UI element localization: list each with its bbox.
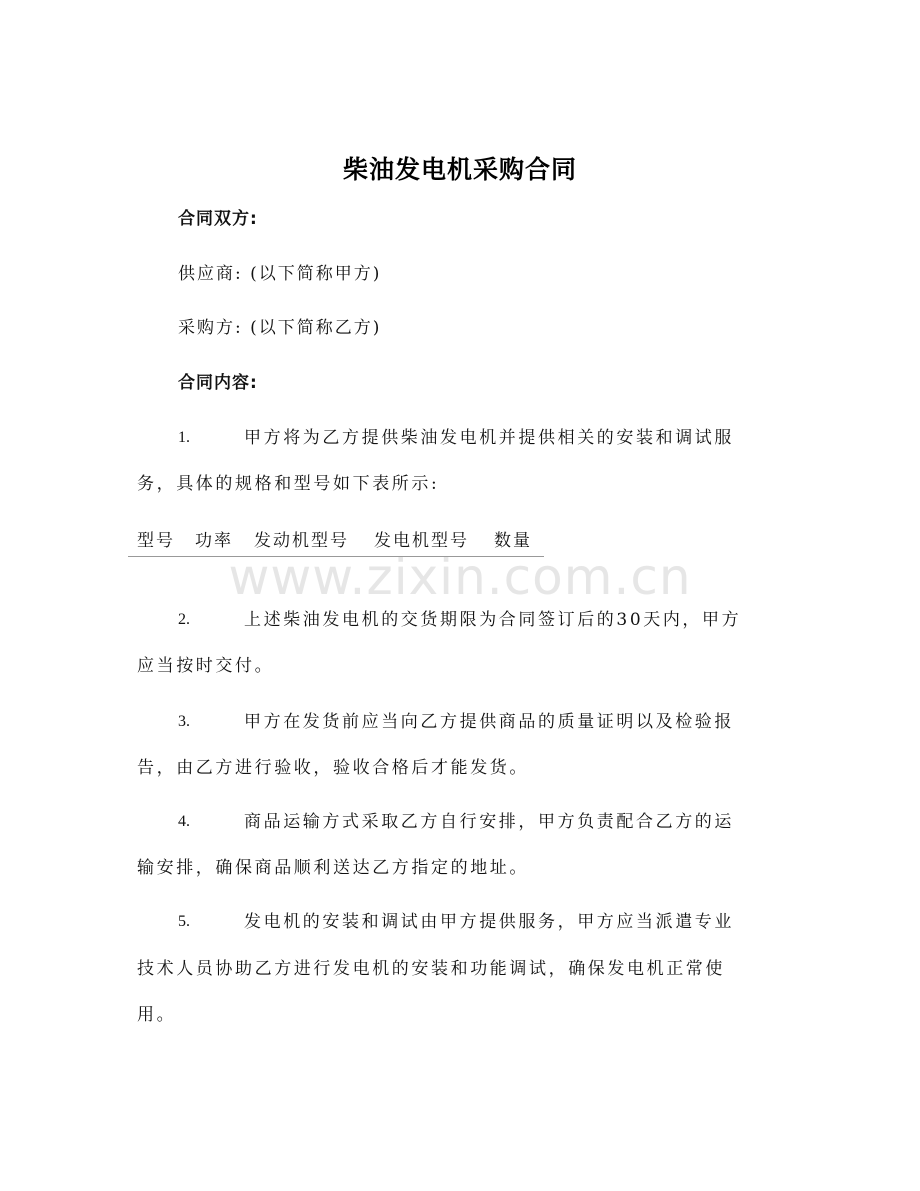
- clause-line: 甲方将为乙方提供柴油发电机并提供相关的安装和调试服: [244, 428, 734, 448]
- clause-line: 上述柴油发电机的交货期限为合同签订后的30天内，甲方: [244, 610, 742, 630]
- clause-line: 甲方在发货前应当向乙方提供商品的质量证明以及检验报: [244, 712, 734, 732]
- clause-line: 发电机的安装和调试由甲方提供服务，甲方应当派遣专业: [244, 912, 734, 932]
- clause-number: 3.: [178, 713, 190, 730]
- buyer-line: 采购方: (以下简称乙方): [178, 318, 382, 338]
- supplier-line: 供应商: (以下简称甲方): [178, 264, 382, 284]
- watermark: www.zixin.com.cn: [228, 548, 692, 606]
- clause-line: 输安排，确保商品顺利送达乙方指定的地址。: [137, 858, 529, 878]
- table-header-model: 型号: [137, 531, 175, 551]
- parties-heading: 合同双方:: [178, 209, 258, 229]
- spec-table-header-row: [128, 528, 544, 557]
- document-title: 柴油发电机采购合同: [342, 155, 577, 184]
- clause-number: 2.: [178, 611, 190, 628]
- clause-line: 技术人员协助乙方进行发电机的安装和功能调试，确保发电机正常使: [137, 959, 725, 979]
- clause-line: 告，由乙方进行验收，验收合格后才能发货。: [137, 758, 529, 778]
- table-header-quantity: 数量: [494, 531, 532, 551]
- clause-line: 商品运输方式采取乙方自行安排，甲方负责配合乙方的运: [244, 812, 734, 832]
- clause-number: 1.: [178, 429, 190, 446]
- table-header-engine-model: 发动机型号: [254, 531, 349, 551]
- clause-line: 务，具体的规格和型号如下表所示:: [137, 474, 440, 494]
- clause-number: 5.: [178, 913, 190, 930]
- table-header-generator-model: 发电机型号: [374, 531, 469, 551]
- content-heading: 合同内容:: [178, 373, 258, 393]
- table-header-power: 功率: [195, 531, 233, 551]
- clause-line: 用。: [137, 1005, 177, 1025]
- clause-number: 4.: [178, 813, 190, 830]
- clause-line: 应当按时交付。: [137, 656, 275, 676]
